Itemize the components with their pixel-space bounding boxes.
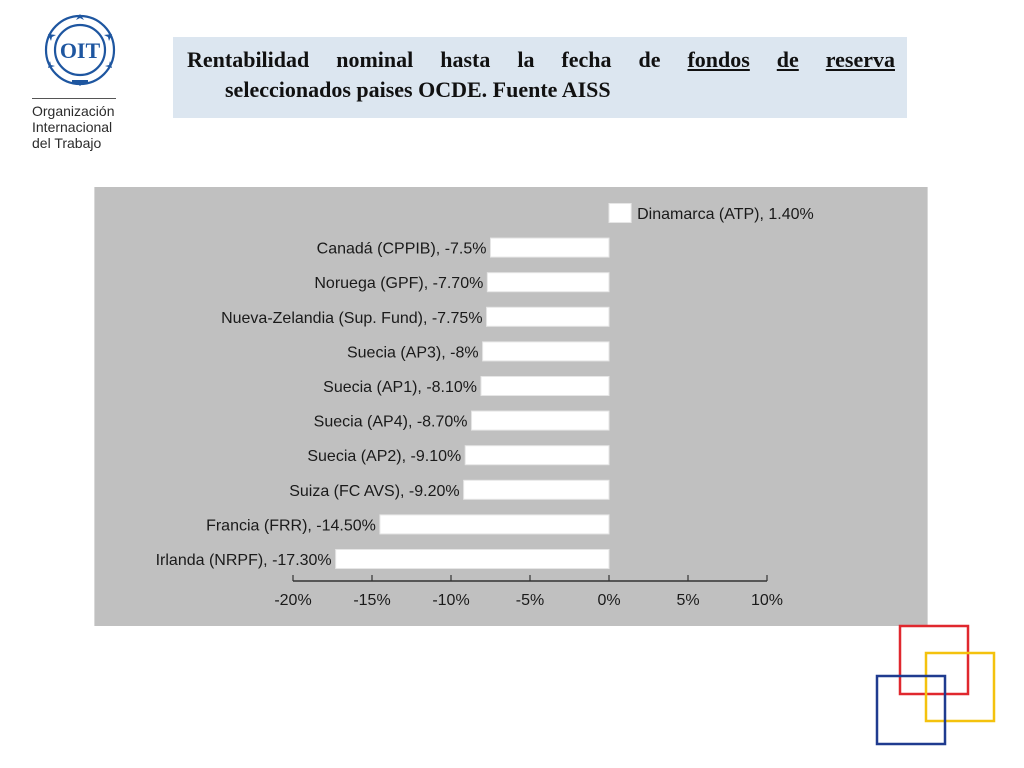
slide-title-box xyxy=(173,37,907,118)
title-word: de xyxy=(638,47,661,72)
x-tick-label-1: -15% xyxy=(353,592,391,609)
bar-label-8: Suiza (FC AVS), -9.20% xyxy=(289,482,460,500)
title-word: nominal xyxy=(336,47,414,72)
title-underlined-word: de xyxy=(776,47,799,72)
title-word: la xyxy=(517,47,535,72)
x-tick-label-4: 0% xyxy=(597,592,621,609)
title-underlined-word: fondos xyxy=(687,47,750,72)
decorative-squares xyxy=(870,620,1010,760)
org-name-line-1: Organización xyxy=(32,103,115,119)
title-word: Rentabilidad xyxy=(187,47,310,72)
bar-label-1: Canadá (CPPIB), -7.5% xyxy=(316,240,487,258)
x-tick-label-5: 5% xyxy=(676,592,700,609)
red-square xyxy=(900,626,968,694)
x-tick-label-6: 10% xyxy=(750,592,784,609)
org-name-line-3: del Trabajo xyxy=(32,135,102,151)
logo-text: OIT xyxy=(59,38,101,63)
slide-title-line-1 xyxy=(187,45,895,75)
ilo-logo xyxy=(28,10,128,155)
bar-5 xyxy=(481,377,609,396)
bar-label-3: Nueva-Zelandia (Sup. Fund), -7.75% xyxy=(221,309,483,327)
bar-10 xyxy=(336,550,609,569)
title-word: hasta xyxy=(440,47,491,72)
bar-9 xyxy=(380,515,609,534)
bar-7 xyxy=(465,446,609,465)
chart-panel xyxy=(94,187,928,626)
bar-label-4: Suecia (AP3), -8% xyxy=(346,344,479,362)
title-word: fecha xyxy=(561,47,612,72)
bar-1 xyxy=(491,238,610,257)
bar-0 xyxy=(609,204,631,223)
bar-label-7: Suecia (AP2), -9.10% xyxy=(307,448,462,466)
bar-2 xyxy=(487,273,609,292)
bar-label-10: Irlanda (NRPF), -17.30% xyxy=(155,552,332,569)
blue-square xyxy=(877,676,945,744)
yellow-square xyxy=(926,653,994,721)
bar-label-0: Dinamarca (ATP), 1.40% xyxy=(637,206,814,223)
slide-title-line-2: seleccionados paises OCDE. Fuente AISS xyxy=(225,77,611,102)
bar-label-9: Francia (FRR), -14.50% xyxy=(206,517,376,535)
bar-6 xyxy=(472,411,609,430)
x-tick-label-0: -20% xyxy=(274,592,312,609)
ilo-emblem-icon xyxy=(34,10,126,92)
logo-divider xyxy=(32,98,116,99)
title-underlined-word: reserva xyxy=(825,47,895,72)
org-name-line-2: Internacional xyxy=(32,119,113,135)
bar-chart xyxy=(95,187,927,626)
x-tick-label-2: -10% xyxy=(432,592,470,609)
bar-label-2: Noruega (GPF), -7.70% xyxy=(314,275,484,293)
bar-3 xyxy=(487,307,609,326)
bar-8 xyxy=(464,480,609,499)
bar-label-6: Suecia (AP4), -8.70% xyxy=(313,413,468,431)
x-tick-label-3: -5% xyxy=(515,592,545,609)
bar-label-5: Suecia (AP1), -8.10% xyxy=(323,379,478,396)
bar-4 xyxy=(483,342,609,361)
